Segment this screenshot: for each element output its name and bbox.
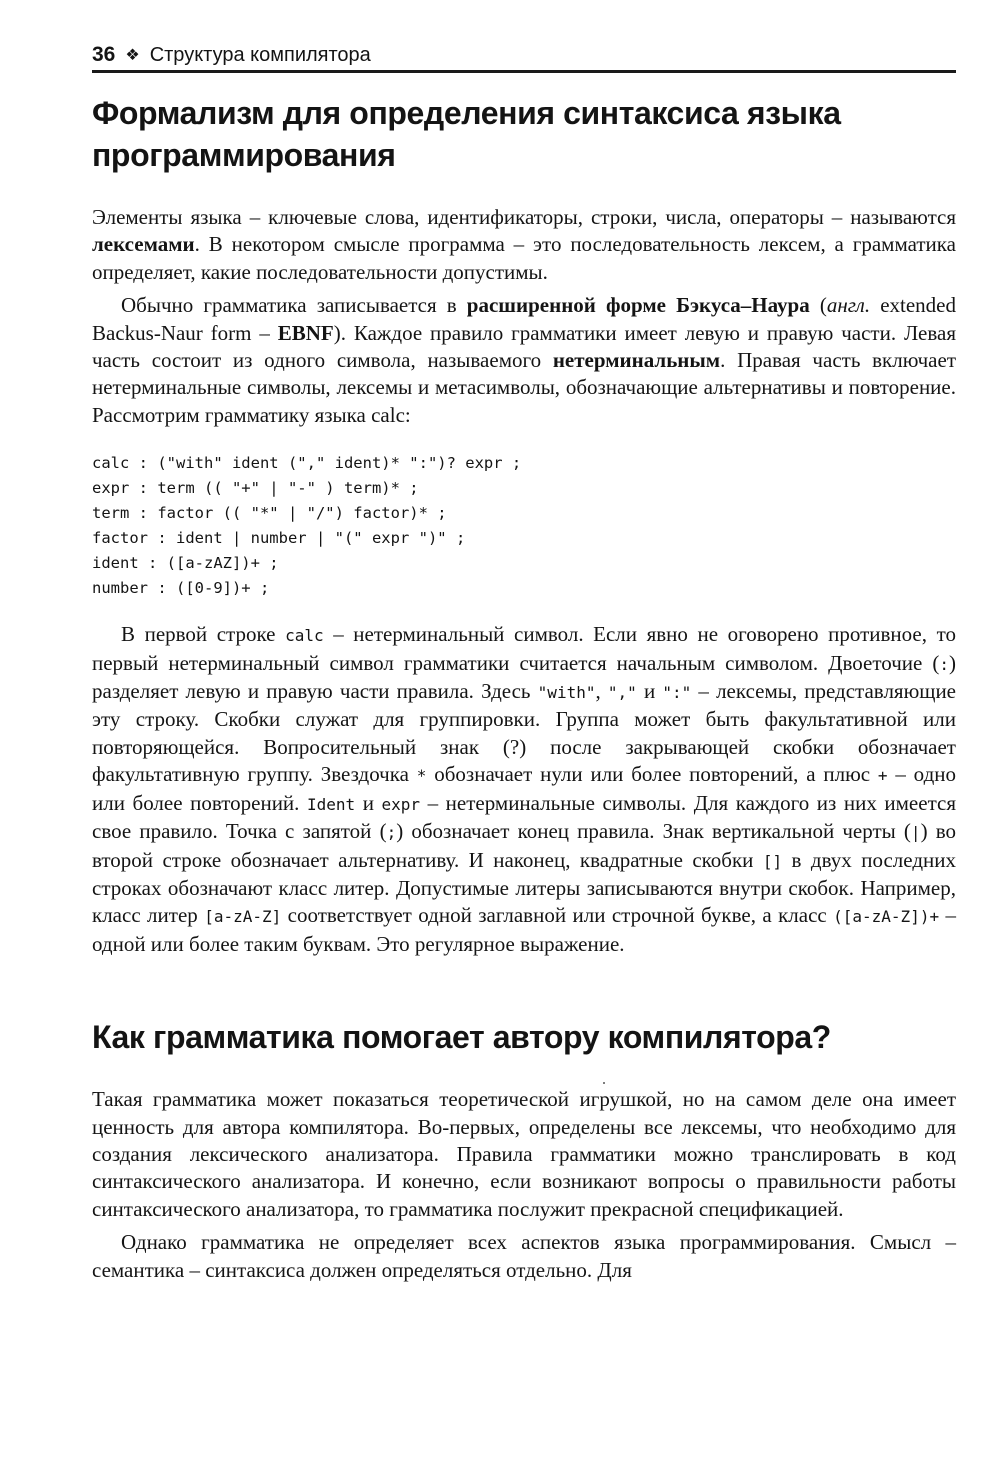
code-line: term : factor (( "*" | "/") factor)* ; <box>92 504 447 523</box>
abbr-english: англ. <box>826 293 871 318</box>
code-line: calc : ("with" ident ("," ident)* ":")? expr ; <box>92 454 522 473</box>
paragraph-ebnf: Обычно грамматика записывается в расширенной форме Бэкуса–Наура (англ. extended Backus-Naur form – EBNF). Каждое правило грамматики имеет левую и правую части. Левая часть состоит из одного символа, называемого нетерминальным. Правая часть включает нетерминальные символы, лексемы и метасимволы, обозначающие альтернативы и повторение. Рассмотрим грамматику языка calc: <box>92 293 956 427</box>
term-nonterminal: нетерминальным <box>552 348 721 373</box>
code-line: ident : ([a-zAZ])+ ; <box>92 554 279 573</box>
paragraph-grammar-value: Такая грамматика может показаться теоретической игрушкой, но на самом деле она имеет ценность для автора компилятора. Во-первых, определены все лексемы, что необходимо для создания лексического анализатора. Правила грамматики можно транслировать в код синтаксического анализатора. И конечно, если возникают вопросы о правильности работы синтаксического анализатора, то грамматика послужит прекрасной спецификацией. <box>92 1087 956 1221</box>
fleuron-icon: ❖ <box>125 47 140 64</box>
chapter-title: Структура компилятора <box>149 43 371 66</box>
code-line: number : ([0-9])+ ; <box>92 579 270 598</box>
running-header <box>92 40 956 73</box>
paragraph-lexemes: Элементы языка – ключевые слова, идентификаторы, строки, числа, операторы – называются лексемами. В некотором смысле программа – это последовательность лексем, а грамматика определяет, какие последовательности допустимы. <box>92 205 956 284</box>
paragraph-semantics: Однако грамматика не определяет всех аспектов языка программирования. Смысл – семантика – синтаксиса должен определяться отдельно. Для <box>92 1230 956 1282</box>
section-title-grammar-helps: Как грамматика помогает автору компилятора? <box>92 1019 831 1056</box>
paragraph-grammar-explanation: В первой строке calc – нетерминальный символ. Если явно не оговорено противное, то первый нетерминальный символ грамматики считается начальным символом. Двоеточие (:) разделяет левую и правую части правила. Здесь "with", "," и ":" – лексемы, представляющие эту строку. Скобки служат для группировки. Группа может быть факультативной или повторяющейся. Вопросительный знак (?) после закрывающей скобки обозначает факультативную группу. Звездочка * обозначает нули или более повторений, а плюс + – одно или более повторений. Ident и expr – нетерминальные символы. Для каждого из них имеется свое правило. Точка с запятой (;) обозначает конец правила. Знак вертикальной черты (|) во второй строке обозначает альтернативу. И наконец, квадратные скобки [] в двух последних строках обозначают класс литер. Допустимые литеры записываются внутри скобок. Например, класс литер [a-zA-Z] соответствует одной заглавной или строчной букве, а класс ([a-zA-Z])+ – одной или более таким буквам. Это регулярное выражение. <box>92 622 957 956</box>
term-ebnf-ru: расширенной форме Бэкуса–Наура <box>466 293 810 318</box>
page-content <box>92 92 956 1284</box>
term-lexemes: лексемами <box>92 232 195 257</box>
print-speck <box>603 1082 605 1084</box>
grammar-code-block <box>92 451 956 601</box>
section-title-formalism: Формализм для определения синтаксиса языка программирования <box>92 95 841 173</box>
page-number: 36 <box>92 43 116 66</box>
code-line: expr : term (( "+" | "-" ) term)* ; <box>92 479 419 498</box>
code-line: factor : ident | number | "(" expr ")" ; <box>92 529 466 548</box>
term-ebnf: EBNF <box>277 320 334 345</box>
